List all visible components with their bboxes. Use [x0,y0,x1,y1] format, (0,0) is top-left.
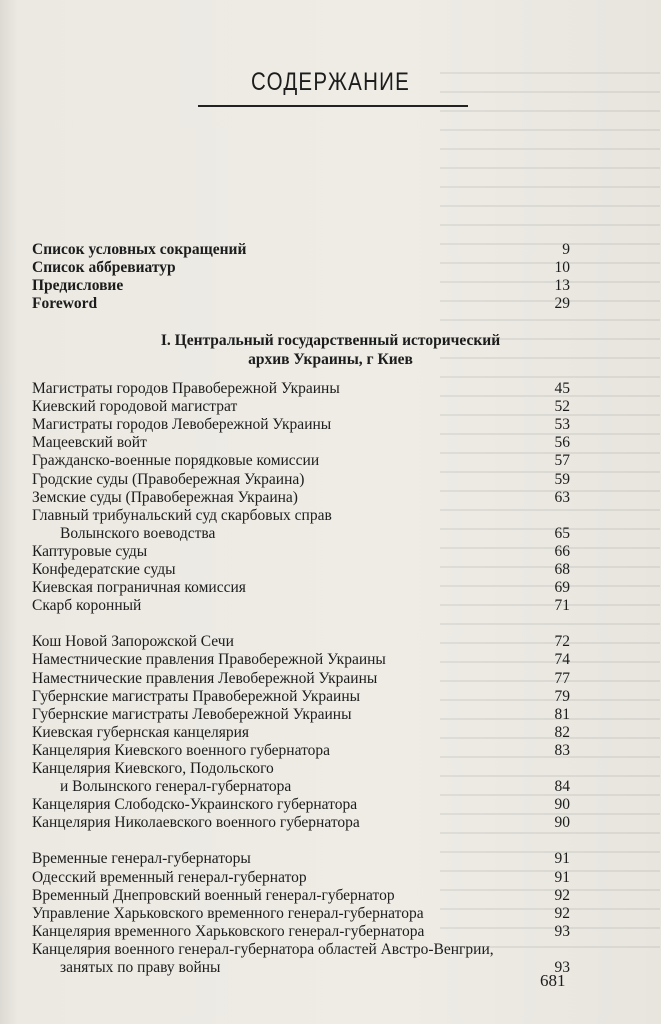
toc-entry-page: 93 [554,959,570,976]
toc-entry-page: 72 [554,633,570,651]
toc-entry-page: 90 [554,814,570,832]
page-title: СОДЕРЖАНИЕ [251,68,410,96]
toc-entry-page: 77 [554,669,570,687]
toc-entry-page: 74 [554,651,570,669]
title-rule [198,105,468,107]
toc-entry-page: 91 [554,850,570,868]
toc-entry-page: 92 [554,904,570,922]
show-through-texture [440,60,660,960]
toc-entry-label: Гражданско-военные порядковые комиссии [32,452,320,470]
toc-entry-page: 52 [554,398,570,416]
toc-entry-label: Канцелярия Николаевского военного губернатора [32,814,360,832]
toc-entry-page: 93 [554,922,570,940]
toc-entry-label: Кош Новой Запорожской Сечи [32,633,234,651]
toc-entry-label: Киевская пограничная комиссия [32,579,246,597]
toc-entry-label: Киевский городовой магистрат [32,398,238,416]
toc-entry-page: 68 [554,561,570,578]
toc-entry-page: 10 [554,259,570,276]
toc-entry-label: Наместнические правления Левобережной Украины [32,669,378,687]
toc-entry-page: 57 [554,452,570,470]
toc-entry-page: 63 [554,488,570,506]
toc-entry-label: Киевская губернская канцелярия [32,723,250,741]
toc-entry-label: занятых по праву войны [60,959,221,976]
toc-entry-label: Губернские магистраты Правобережной Украины [32,687,361,705]
toc-entry-label: Временный Днепровский военный генерал-губернатор [32,886,395,904]
toc-entry-page: 45 [554,380,570,397]
toc-entry-label: Список условных сокращений [32,241,247,258]
toc-entry-label: Мацеевский войт [32,434,147,452]
toc-entry-label: Наместнические правления Правобережной Украины [32,651,386,669]
toc-entry-label: Одесский временный генерал-губернатор [32,868,307,886]
toc-entry-label: Земские суды (Правобережная Украина) [32,488,298,506]
toc-entry-page: 65 [554,524,570,542]
section-heading-line-2: архив Украины, г Киев [248,351,413,368]
toc-entry-page: 90 [554,796,570,814]
toc-entry-label: и Волынского генерал-губернатора [60,778,292,796]
toc-entry-label: Канцелярия военного генерал-губернатора областей Австро-Венгрии, [32,940,494,958]
toc-entry-page: 59 [554,470,570,488]
toc-entry-page: 71 [554,597,570,615]
toc-entry-page: 91 [554,868,570,886]
toc-entry-page: 56 [554,434,570,452]
toc-entry-page: 83 [554,741,570,759]
toc-entry-label: Каптуровые суды [32,542,148,560]
toc-entry-page: 84 [554,778,570,796]
toc-entry-label: Гродские суды (Правобережная Украина) [32,470,305,488]
toc-entry-label: Губернские магистраты Левобережной Украины [32,705,352,723]
toc-entry-page: 92 [554,886,570,904]
toc-entry-label: Волынского воеводства [60,524,216,542]
toc-entry-label: Foreword [32,295,98,312]
toc-entry-label: Временные генерал-губернаторы [32,850,251,868]
toc-entry-page: 29 [554,295,570,312]
page-number: 681 [540,971,566,990]
section-heading-line-1: I. Центральный государственный исторический [160,332,501,349]
toc-entry-label: Канцелярия временного Харьковского генерал-губернатора [32,922,425,940]
toc-entry-label: Канцелярия Киевского, Подольского [32,760,274,777]
toc-entry-page: 66 [554,542,570,560]
toc-entry-label: Магистраты городов Левобережной Украины [32,416,332,434]
toc-entry-label: Скарб коронный [32,597,142,615]
toc-entry-label: Управление Харьковского временного генерал-губернатора [32,904,424,922]
toc-entry-label: Список аббревиатур [32,259,176,276]
toc-entry-page: 53 [554,416,570,434]
toc-entry-page: 82 [554,723,570,741]
toc-entry-page: 79 [554,687,570,705]
toc-entry-label: Канцелярия Слободско-Украинского губернатора [32,796,358,814]
toc-entry-label: Конфедератские суды [32,561,176,578]
toc-entry-page: 81 [554,705,570,723]
toc-entry-page: 69 [554,579,570,597]
toc-entry-label: Предисловие [32,277,124,294]
toc-entry-label: Магистраты городов Правобережной Украины [32,380,340,397]
toc-entry-page: 9 [562,241,570,258]
toc-entry-page: 13 [554,277,570,294]
toc-entry-label: Канцелярия Киевского военного губернатора [32,741,331,759]
toc-entry-label: Главный трибунальский суд скарбовых справ [32,506,332,524]
